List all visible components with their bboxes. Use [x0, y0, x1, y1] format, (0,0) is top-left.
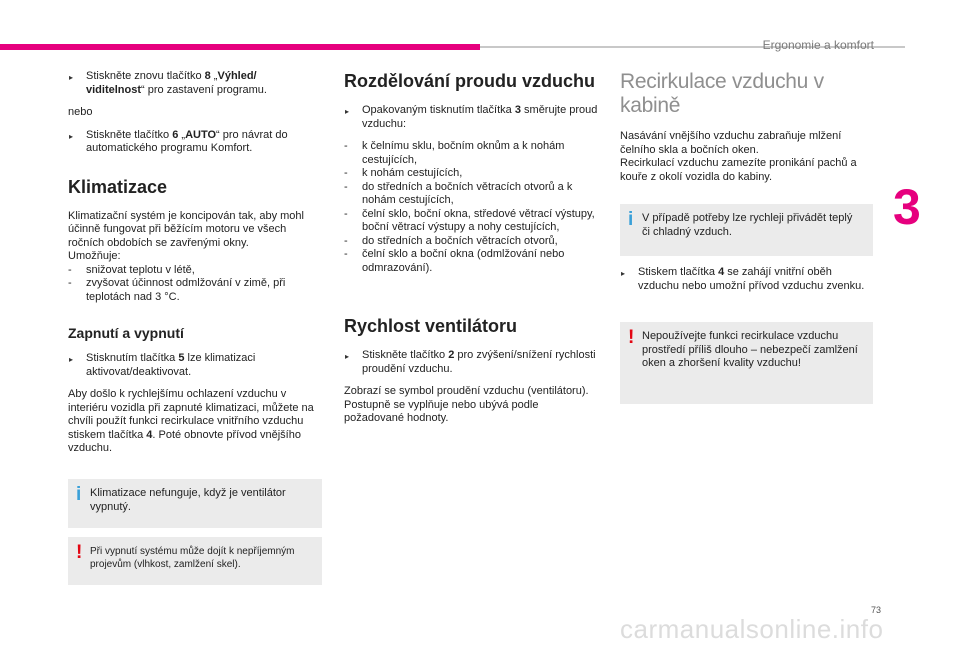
paragraph: Recirkulací vzduchu zamezíte pronikání pachů a kouře z okolí vozidla do kabiny.: [620, 157, 857, 183]
step-item: ▸ Stiskněte tlačítko 2 pro zvýšení/snížení rychlosti proudění vzduchu.: [345, 349, 596, 375]
list-item: - k čelnímu sklu, bočním oknům a k nohám cestujících,: [344, 140, 565, 166]
section-title-klimatizace: Klimatizace: [68, 176, 168, 197]
header-accent-bar: [0, 44, 480, 50]
step-item: ▸ Stiskněte tlačítko 6 „AUTO“ pro návrat do automatického programu Komfort.: [69, 128, 288, 154]
pointer-icon: ▸: [69, 73, 74, 82]
paragraph: Klimatizační systém je koncipován tak, aby mohl účinně fungovat při běžícím motoru ve všech ročních obdobích se zavřenými okny.: [68, 209, 304, 249]
warning-icon: !: [628, 327, 635, 348]
list-item: - zvyšovat účinnost odmlžování v zimě, při teplotách nad 3 °C.: [68, 277, 286, 303]
list-item: - čelní sklo, boční okna, středové větrací výstupy, boční větrací výstupy a nohy cestujících,: [344, 207, 595, 233]
list-item: - k nohám cestujících,: [344, 167, 463, 179]
info-note: i Klimatizace nefunguje, když je ventilátor vypnutý.: [68, 479, 322, 528]
section-title-fan-speed: Rychlost ventilátoru: [344, 316, 518, 336]
paragraph: Zobrazí se symbol proudění vzduchu (ventilátoru). Postupně se vyplňuje nebo ubývá podle požadované hodnoty.: [344, 385, 589, 424]
list-item: - čelní sklo a boční okna (odmlžování nebo odmrazování).: [344, 248, 565, 274]
column-right: [620, 70, 873, 193]
bullet-list: [68, 264, 318, 305]
pointer-icon: ▸: [69, 131, 74, 141]
page-number: 73: [871, 605, 882, 615]
chapter-title: Ergonomie a komfort: [762, 38, 874, 52]
warning-note: ! Při vypnutí systému může dojít k nepříjemným projevům (vlhkost, zamlžení skel).: [68, 537, 322, 585]
chapter-number: 3: [893, 179, 921, 235]
step-item: ▸ Stisknutím tlačítka 5 lze klimatizaci aktivovat/deaktivovat.: [69, 352, 256, 378]
warning-note: ! Nepoužívejte funkci recirkulace vzduchu prostředí příliš dlouho – nebezpečí zamlžení oken a zhoršení kvality vzduchu!: [620, 322, 873, 404]
section-title-distribution: Rozdělování proudu vzduchu: [344, 71, 595, 91]
step-item: ▸ Stiskem tlačítka 4 se zahájí vnitřní oběh vzduchu nebo umožní přívod vzduchu zvenku.: [621, 266, 865, 292]
pointer-icon: ▸: [345, 352, 350, 361]
step-item: ▸ Opakovaným tisknutím tlačítka 3 směrujte proud vzduchu:: [345, 104, 598, 130]
bullet-list: [344, 140, 599, 275]
info-note: i V případě potřeby lze rychleji přivádět teplý či chladný vzduch.: [620, 204, 873, 256]
watermark: carmanualsonline.info: [620, 614, 884, 644]
column-left: [68, 70, 318, 465]
paragraph: Umožňuje:: [68, 250, 121, 262]
paragraph: Nasávání vnějšího vzduchu zabraňuje mlžení čelního skla a bočních oken.: [620, 130, 842, 156]
column-right-step: [620, 266, 873, 302]
pointer-icon: ▸: [345, 107, 350, 116]
warning-icon: !: [76, 542, 83, 563]
list-item: - do středních a bočních větracích otvorů,: [344, 234, 558, 247]
pointer-icon: ▸: [621, 269, 626, 278]
pointer-icon: ▸: [69, 355, 74, 364]
step-item: ▸ Stiskněte znovu tlačítko 8 „Výhled/ viditelnost“ pro zastavení programu.: [69, 70, 267, 96]
list-item: - do středních a bočních větracích otvorů a k nohám cestujících,: [344, 180, 573, 206]
info-icon: i: [628, 209, 634, 230]
column-middle: [344, 70, 599, 435]
subsection-title-onoff: Zapnutí a vypnutí: [68, 325, 184, 341]
or-text: nebo: [68, 106, 93, 118]
list-item: - snižovat teplotu v létě,: [68, 263, 195, 276]
info-icon: i: [76, 484, 82, 505]
paragraph: Aby došlo k rychlejšímu ochlazení vzduchu v interiéru vozidla při zapnuté klimatizaci, můžete na chvíli použít funkci recirkulace vnitřního vzduchu stiskem tlačítka 4. Poté obnovte přívod vnějšího vzduchu.: [68, 388, 314, 454]
section-title-recirculation: Recirkulace vzduchu v kabině: [620, 70, 824, 117]
